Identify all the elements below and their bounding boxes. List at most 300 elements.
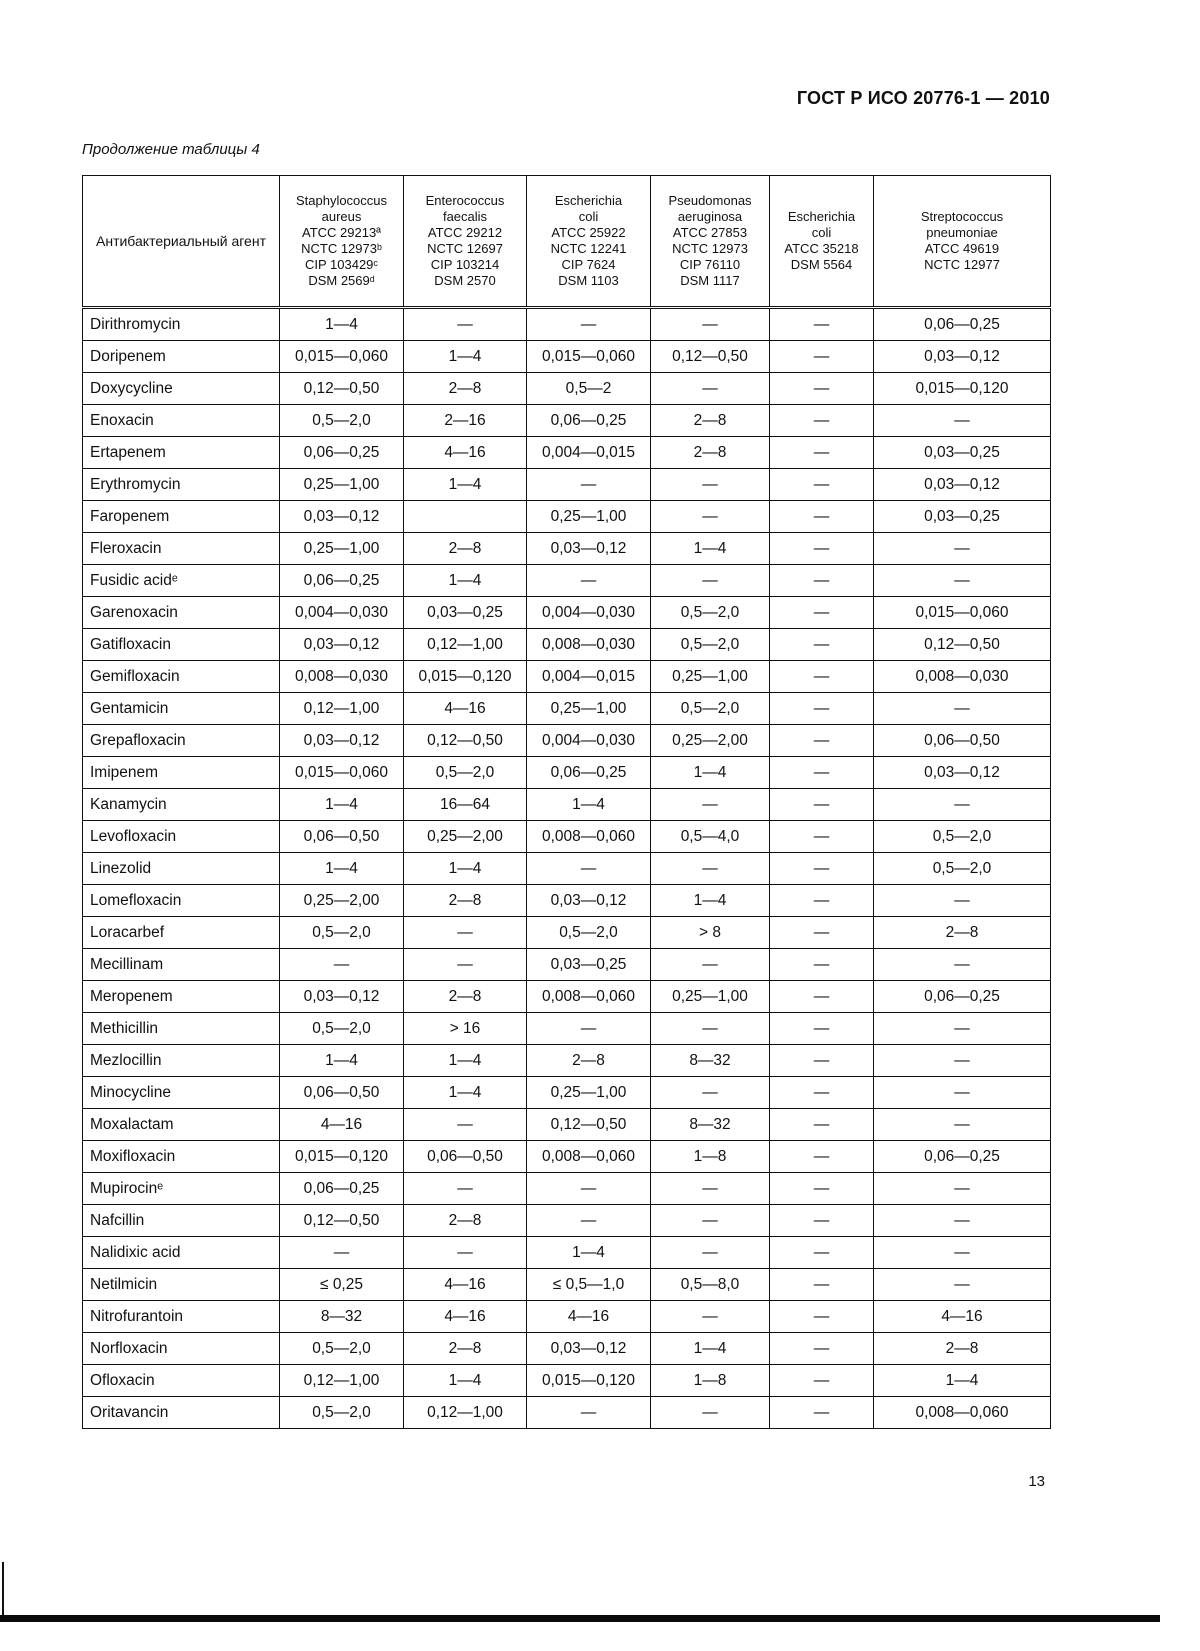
mic-range-cell: 0,015—0,060	[280, 757, 404, 789]
strain-header-line: Escherichia	[787, 209, 856, 224]
strain-header-line: CIP 76110	[679, 257, 741, 272]
agent-name-cell: Nitrofurantoin	[83, 1301, 280, 1333]
mic-range-cell: —	[874, 1109, 1051, 1141]
table-row	[83, 725, 1051, 757]
mic-range-cell: 1—4	[527, 1237, 651, 1269]
mic-range-cell: 0,25—1,00	[527, 1077, 651, 1109]
mic-range-cell: —	[651, 789, 770, 821]
table-header-row	[83, 176, 1051, 308]
mic-range-cell: 0,12—0,50	[874, 629, 1051, 661]
mic-range-cell: 0,25—1,00	[651, 661, 770, 693]
mic-range-cell: —	[770, 725, 874, 757]
table-row	[83, 1077, 1051, 1109]
table-row	[83, 693, 1051, 725]
mic-range-cell: —	[770, 1141, 874, 1173]
agent-name-cell: Grepafloxacin	[83, 725, 280, 757]
mic-range-cell: —	[404, 308, 527, 341]
mic-range-cell: 1—4	[404, 1045, 527, 1077]
agent-name-cell: Levofloxacin	[83, 821, 280, 853]
mic-range-cell: 0,5—8,0	[651, 1269, 770, 1301]
strain-header-line: coli	[811, 225, 832, 240]
strain-column-header	[280, 176, 404, 308]
strain-column-header	[527, 176, 651, 308]
mic-range-cell: 2—8	[874, 917, 1051, 949]
mic-range-cell: 0,5—2	[527, 373, 651, 405]
mic-range-cell: 0,004—0,015	[527, 661, 651, 693]
mic-range-cell: 4—16	[280, 1109, 404, 1141]
mic-range-cell: 1—4	[404, 853, 527, 885]
table-row	[83, 661, 1051, 693]
agent-name-cell: Mezlocillin	[83, 1045, 280, 1077]
mic-range-cell: 0,008—0,030	[874, 661, 1051, 693]
strain-header-line: DSM 1103	[558, 273, 619, 288]
strain-header-line: NCTC 12977	[924, 257, 1000, 272]
mic-range-cell: 0,008—0,030	[280, 661, 404, 693]
strain-header-line: ATCC 29212	[427, 225, 503, 240]
mic-range-cell: 0,015—0,120	[404, 661, 527, 693]
mic-range-cell: —	[770, 917, 874, 949]
mic-range-cell: 0,25—2,00	[651, 725, 770, 757]
mic-range-cell: —	[874, 1013, 1051, 1045]
mic-range-cell: 2—8	[404, 533, 527, 565]
table-row	[83, 821, 1051, 853]
table-row	[83, 405, 1051, 437]
strain-column-header	[404, 176, 527, 308]
mic-range-cell: 2—8	[404, 981, 527, 1013]
strain-header-line: NCTC 12241	[550, 241, 627, 256]
mic-range-cell: —	[770, 565, 874, 597]
strain-header-line: DSM 2570	[434, 273, 496, 288]
mic-range-cell: —	[874, 949, 1051, 981]
strain-column-header	[874, 176, 1051, 308]
agent-name-cell: Ofloxacin	[83, 1365, 280, 1397]
mic-range-cell: 8—32	[651, 1109, 770, 1141]
mic-range-cell: —	[770, 1333, 874, 1365]
mic-range-cell: —	[651, 501, 770, 533]
mic-range-cell: 4—16	[404, 1269, 527, 1301]
agent-name-cell: Nalidixic acid	[83, 1237, 280, 1269]
agent-name-cell: Garenoxacin	[83, 597, 280, 629]
table-row	[83, 597, 1051, 629]
scan-edge-rule	[2, 1562, 4, 1617]
mic-range-cell: 0,03—0,12	[527, 1333, 651, 1365]
mic-range-cell: 0,06—0,25	[280, 437, 404, 469]
mic-range-cell: 1—4	[280, 789, 404, 821]
mic-range-cell: —	[770, 1045, 874, 1077]
agent-name-cell: Mupirocinᵉ	[83, 1173, 280, 1205]
table-row	[83, 533, 1051, 565]
mic-range-cell: 0,004—0,030	[527, 725, 651, 757]
mic-range-cell: —	[527, 469, 651, 501]
mic-range-cell: 2—8	[404, 885, 527, 917]
table-row	[83, 1205, 1051, 1237]
mic-range-cell: 0,12—0,50	[651, 341, 770, 373]
mic-range-cell: 0,015—0,060	[527, 341, 651, 373]
mic-range-cell: 0,03—0,12	[874, 757, 1051, 789]
mic-range-cell: —	[874, 1237, 1051, 1269]
mic-range-cell: > 8	[651, 917, 770, 949]
mic-range-cell: 2—8	[404, 373, 527, 405]
mic-range-cell: 0,12—1,00	[280, 1365, 404, 1397]
mic-range-cell: 1—4	[651, 885, 770, 917]
agent-name-cell: Gemifloxacin	[83, 661, 280, 693]
mic-range-cell: 0,25—1,00	[527, 501, 651, 533]
agent-name-cell: Doxycycline	[83, 373, 280, 405]
mic-range-cell: —	[770, 693, 874, 725]
table-row	[83, 1237, 1051, 1269]
mic-range-cell: 1—4	[404, 565, 527, 597]
mic-range-cell: 0,06—0,25	[527, 757, 651, 789]
mic-range-cell: —	[770, 981, 874, 1013]
mic-range-cell: > 16	[404, 1013, 527, 1045]
mic-range-cell: —	[770, 1077, 874, 1109]
mic-range-cell: —	[770, 501, 874, 533]
mic-range-cell: 0,12—0,50	[404, 725, 527, 757]
mic-range-cell: —	[651, 1397, 770, 1429]
mic-range-cell: —	[404, 1109, 527, 1141]
mic-range-cell: —	[770, 949, 874, 981]
mic-range-cell: 0,5—2,0	[527, 917, 651, 949]
mic-range-cell: 0,5—2,0	[280, 1013, 404, 1045]
mic-range-cell: 2—8	[404, 1205, 527, 1237]
strain-header-line: CIP 103214	[430, 257, 500, 272]
strain-header-line: DSM 2569ᵈ	[308, 273, 375, 288]
mic-range-cell: 0,015—0,060	[874, 597, 1051, 629]
agent-name-cell: Fleroxacin	[83, 533, 280, 565]
mic-range-cell: 0,06—0,25	[527, 405, 651, 437]
mic-range-cell: —	[770, 1269, 874, 1301]
strain-header-line: ATCC 25922	[551, 225, 626, 240]
mic-range-cell: —	[874, 1077, 1051, 1109]
mic-range-cell	[404, 501, 527, 533]
mic-range-cell: —	[874, 533, 1051, 565]
mic-range-cell: 0,06—0,25	[280, 1173, 404, 1205]
mic-range-cell: 0,06—0,50	[280, 1077, 404, 1109]
strain-header-line: aeruginosa	[677, 209, 743, 224]
mic-range-cell: —	[874, 693, 1051, 725]
mic-range-cell: 0,5—2,0	[651, 693, 770, 725]
table-caption: Продолжение таблицы 4	[82, 141, 260, 158]
mic-range-cell: —	[651, 1077, 770, 1109]
mic-range-cell: 0,06—0,25	[874, 308, 1051, 341]
mic-range-cell: ≤ 0,25	[280, 1269, 404, 1301]
mic-range-cell: 0,5—2,0	[404, 757, 527, 789]
strain-header-line: Staphylococcus	[295, 193, 388, 208]
mic-range-cell: —	[770, 373, 874, 405]
strain-header-line: DSM 1117	[680, 273, 740, 288]
agent-name-cell: Norfloxacin	[83, 1333, 280, 1365]
mic-range-cell: 0,5—2,0	[651, 629, 770, 661]
strain-header-line: NCTC 12697	[427, 241, 503, 256]
mic-range-cell: —	[770, 469, 874, 501]
mic-range-cell: 0,5—2,0	[280, 917, 404, 949]
mic-range-cell: 1—4	[651, 1333, 770, 1365]
agent-name-cell: Methicillin	[83, 1013, 280, 1045]
mic-range-cell: 0,06—0,50	[280, 821, 404, 853]
mic-range-cell: —	[770, 629, 874, 661]
table-row	[83, 1013, 1051, 1045]
mic-range-cell: 0,06—0,25	[280, 565, 404, 597]
strain-header-line: ATCC 29213ª	[302, 225, 381, 240]
mic-range-cell: —	[770, 1301, 874, 1333]
strain-header-line: CIP 7624	[561, 257, 616, 272]
table-row	[83, 373, 1051, 405]
mic-range-cell: —	[770, 1237, 874, 1269]
mic-range-cell: 0,03—0,25	[527, 949, 651, 981]
table-row	[83, 1173, 1051, 1205]
mic-range-cell: —	[770, 661, 874, 693]
strain-header-line: ATCC 35218	[784, 241, 859, 256]
strain-column-header	[651, 176, 770, 308]
mic-range-cell: 1—4	[651, 757, 770, 789]
agent-name-cell: Faropenem	[83, 501, 280, 533]
mic-range-cell: 1—4	[280, 853, 404, 885]
agent-name-cell: Linezolid	[83, 853, 280, 885]
agent-name-cell: Meropenem	[83, 981, 280, 1013]
mic-range-cell: —	[770, 789, 874, 821]
mic-range-cell: —	[651, 1013, 770, 1045]
agent-name-cell: Mecillinam	[83, 949, 280, 981]
mic-range-cell: 0,004—0,030	[280, 597, 404, 629]
mic-range-cell: 2—8	[404, 1333, 527, 1365]
mic-range-cell: 0,5—2,0	[280, 1333, 404, 1365]
table-row	[83, 501, 1051, 533]
mic-range-cell: 1—4	[280, 308, 404, 341]
mic-range-cell: 0,12—0,50	[280, 373, 404, 405]
agent-name-cell: Moxalactam	[83, 1109, 280, 1141]
mic-range-cell: 0,03—0,12	[280, 981, 404, 1013]
mic-range-cell: 0,25—1,00	[280, 469, 404, 501]
mic-range-cell: —	[651, 308, 770, 341]
mic-range-cell: —	[770, 1109, 874, 1141]
table-row	[83, 341, 1051, 373]
mic-range-cell: —	[874, 1045, 1051, 1077]
mic-range-cell: 0,008—0,030	[527, 629, 651, 661]
mic-range-cell: 0,008—0,060	[527, 821, 651, 853]
scan-bottom-bar	[0, 1615, 1160, 1622]
mic-range-cell: —	[527, 1205, 651, 1237]
page-number: 13	[1028, 1473, 1045, 1490]
mic-range-cell: —	[770, 1205, 874, 1237]
mic-range-cell: —	[527, 1397, 651, 1429]
mic-range-cell: —	[527, 1173, 651, 1205]
table-row	[83, 917, 1051, 949]
agent-name-cell: Gentamicin	[83, 693, 280, 725]
agent-name-cell: Lomefloxacin	[83, 885, 280, 917]
agent-name-cell: Erythromycin	[83, 469, 280, 501]
mic-table	[82, 175, 1051, 1429]
mic-range-cell: 8—32	[651, 1045, 770, 1077]
table-row	[83, 789, 1051, 821]
mic-range-cell: 0,12—1,00	[404, 1397, 527, 1429]
table-row	[83, 629, 1051, 661]
strain-header-line: NCTC 12973	[672, 241, 748, 256]
mic-range-cell: —	[651, 1237, 770, 1269]
table-row	[83, 437, 1051, 469]
agent-name-cell: Loracarbef	[83, 917, 280, 949]
mic-range-cell: 0,06—0,50	[874, 725, 1051, 757]
mic-range-cell: 1—8	[651, 1365, 770, 1397]
mic-range-cell: 1—8	[651, 1141, 770, 1173]
mic-range-cell: 1—4	[280, 1045, 404, 1077]
mic-range-cell: 16—64	[404, 789, 527, 821]
mic-range-cell: 0,03—0,12	[527, 533, 651, 565]
mic-range-cell: 2—8	[874, 1333, 1051, 1365]
mic-range-cell: 0,03—0,25	[874, 501, 1051, 533]
mic-range-cell: —	[874, 789, 1051, 821]
mic-range-cell: —	[770, 1173, 874, 1205]
mic-range-cell: 0,25—1,00	[280, 533, 404, 565]
strain-header-line: DSM 5564	[790, 257, 853, 272]
mic-range-cell: 0,008—0,060	[527, 981, 651, 1013]
table-row	[83, 853, 1051, 885]
table-row	[83, 1333, 1051, 1365]
mic-range-cell: 2—8	[651, 405, 770, 437]
mic-range-cell: —	[770, 341, 874, 373]
mic-range-cell: —	[874, 405, 1051, 437]
table-row	[83, 1301, 1051, 1333]
strain-header-line: NCTC 12973ᵇ	[301, 241, 382, 256]
strain-header-line: CIP 103429ᶜ	[304, 257, 379, 272]
mic-range-cell: —	[527, 308, 651, 341]
mic-range-cell: —	[770, 597, 874, 629]
agent-name-cell: Kanamycin	[83, 789, 280, 821]
mic-range-cell: —	[280, 1237, 404, 1269]
mic-range-cell: 1—4	[404, 1077, 527, 1109]
strain-header-line: pneumoniae	[926, 225, 998, 240]
mic-range-cell: 1—4	[527, 789, 651, 821]
mic-range-cell: 0,03—0,12	[527, 885, 651, 917]
mic-range-cell: 0,015—0,120	[874, 373, 1051, 405]
mic-range-cell: —	[770, 308, 874, 341]
mic-range-cell: —	[280, 949, 404, 981]
strain-header-line: Escherichia	[554, 193, 623, 208]
mic-range-cell: 1—4	[651, 533, 770, 565]
mic-range-cell: —	[404, 1173, 527, 1205]
strain-header-line: coli	[578, 209, 599, 224]
mic-range-cell: 0,25—2,00	[404, 821, 527, 853]
mic-range-cell: —	[874, 1269, 1051, 1301]
strain-column-header	[770, 176, 874, 308]
mic-range-cell: —	[651, 469, 770, 501]
mic-range-cell: —	[770, 821, 874, 853]
table-row	[83, 885, 1051, 917]
mic-range-cell: 0,12—0,50	[280, 1205, 404, 1237]
mic-range-cell: —	[770, 1365, 874, 1397]
mic-range-cell: —	[770, 1013, 874, 1045]
mic-range-cell: —	[770, 853, 874, 885]
mic-range-cell: 8—32	[280, 1301, 404, 1333]
table-row	[83, 981, 1051, 1013]
agent-name-cell: Netilmicin	[83, 1269, 280, 1301]
mic-range-cell: 4—16	[404, 693, 527, 725]
agent-name-cell: Minocycline	[83, 1077, 280, 1109]
mic-range-cell: 1—4	[404, 469, 527, 501]
mic-range-cell: —	[770, 405, 874, 437]
agent-name-cell: Fusidic acidᵉ	[83, 565, 280, 597]
mic-range-cell: ≤ 0,5—1,0	[527, 1269, 651, 1301]
mic-range-cell: 0,03—0,12	[280, 725, 404, 757]
strain-header-line: ATCC 27853	[672, 225, 748, 240]
strain-header-line: faecalis	[442, 209, 488, 224]
mic-range-cell: 2—16	[404, 405, 527, 437]
mic-range-cell: —	[770, 533, 874, 565]
table-body	[83, 308, 1051, 1429]
mic-range-cell: —	[651, 373, 770, 405]
mic-range-cell: 0,5—4,0	[651, 821, 770, 853]
mic-range-cell: —	[770, 437, 874, 469]
mic-range-cell: —	[527, 565, 651, 597]
mic-range-cell: 0,03—0,12	[874, 469, 1051, 501]
mic-range-cell: —	[770, 757, 874, 789]
mic-range-cell: 0,12—1,00	[280, 693, 404, 725]
mic-range-cell: —	[874, 885, 1051, 917]
mic-range-cell: 2—8	[527, 1045, 651, 1077]
mic-range-cell: 0,004—0,030	[527, 597, 651, 629]
mic-range-cell: 1—4	[404, 1365, 527, 1397]
mic-range-cell: —	[651, 1301, 770, 1333]
mic-range-cell: 0,008—0,060	[874, 1397, 1051, 1429]
table-row	[83, 1045, 1051, 1077]
agent-name-cell: Dirithromycin	[83, 308, 280, 341]
mic-range-cell: 0,004—0,015	[527, 437, 651, 469]
strain-header-line: Pseudomonas	[668, 193, 752, 208]
mic-range-cell: —	[651, 1205, 770, 1237]
mic-range-cell: 0,12—1,00	[404, 629, 527, 661]
table-row	[83, 757, 1051, 789]
agent-name-cell: Moxifloxacin	[83, 1141, 280, 1173]
mic-range-cell: —	[404, 949, 527, 981]
mic-range-cell: 0,06—0,50	[404, 1141, 527, 1173]
mic-range-cell: 1—4	[404, 341, 527, 373]
mic-range-cell: 4—16	[527, 1301, 651, 1333]
mic-range-cell: —	[770, 885, 874, 917]
mic-range-cell: 0,03—0,12	[280, 501, 404, 533]
agent-name-cell: Doripenem	[83, 341, 280, 373]
strain-header-line: ATCC 49619	[924, 241, 1000, 256]
mic-range-cell: —	[527, 853, 651, 885]
strain-header-line: aureus	[321, 209, 362, 224]
mic-range-cell: 0,06—0,25	[874, 1141, 1051, 1173]
mic-range-cell: 0,5—2,0	[874, 821, 1051, 853]
mic-range-cell: 0,12—0,50	[527, 1109, 651, 1141]
mic-range-cell: 1—4	[874, 1365, 1051, 1397]
table-row	[83, 1269, 1051, 1301]
mic-range-cell: 0,03—0,12	[280, 629, 404, 661]
mic-range-cell: 0,5—2,0	[651, 597, 770, 629]
mic-range-cell: —	[404, 1237, 527, 1269]
agent-name-cell: Enoxacin	[83, 405, 280, 437]
agent-name-cell: Nafcillin	[83, 1205, 280, 1237]
mic-range-cell: —	[651, 853, 770, 885]
table-row	[83, 308, 1051, 341]
agent-column-header: Антибактериальный агент	[83, 176, 280, 308]
table-row	[83, 949, 1051, 981]
strain-header-line: Enterococcus	[425, 193, 505, 208]
mic-range-cell: 0,015—0,120	[280, 1141, 404, 1173]
mic-range-cell: 0,06—0,25	[874, 981, 1051, 1013]
mic-range-cell: 4—16	[874, 1301, 1051, 1333]
mic-range-cell: —	[651, 949, 770, 981]
agent-name-cell: Oritavancin	[83, 1397, 280, 1429]
table-row	[83, 1365, 1051, 1397]
table-row	[83, 565, 1051, 597]
mic-range-cell: —	[874, 1173, 1051, 1205]
mic-range-cell: —	[651, 1173, 770, 1205]
mic-range-cell: 4—16	[404, 1301, 527, 1333]
standard-header: ГОСТ Р ИСО 20776-1 — 2010	[796, 88, 1050, 108]
mic-range-cell: 0,03—0,25	[874, 437, 1051, 469]
